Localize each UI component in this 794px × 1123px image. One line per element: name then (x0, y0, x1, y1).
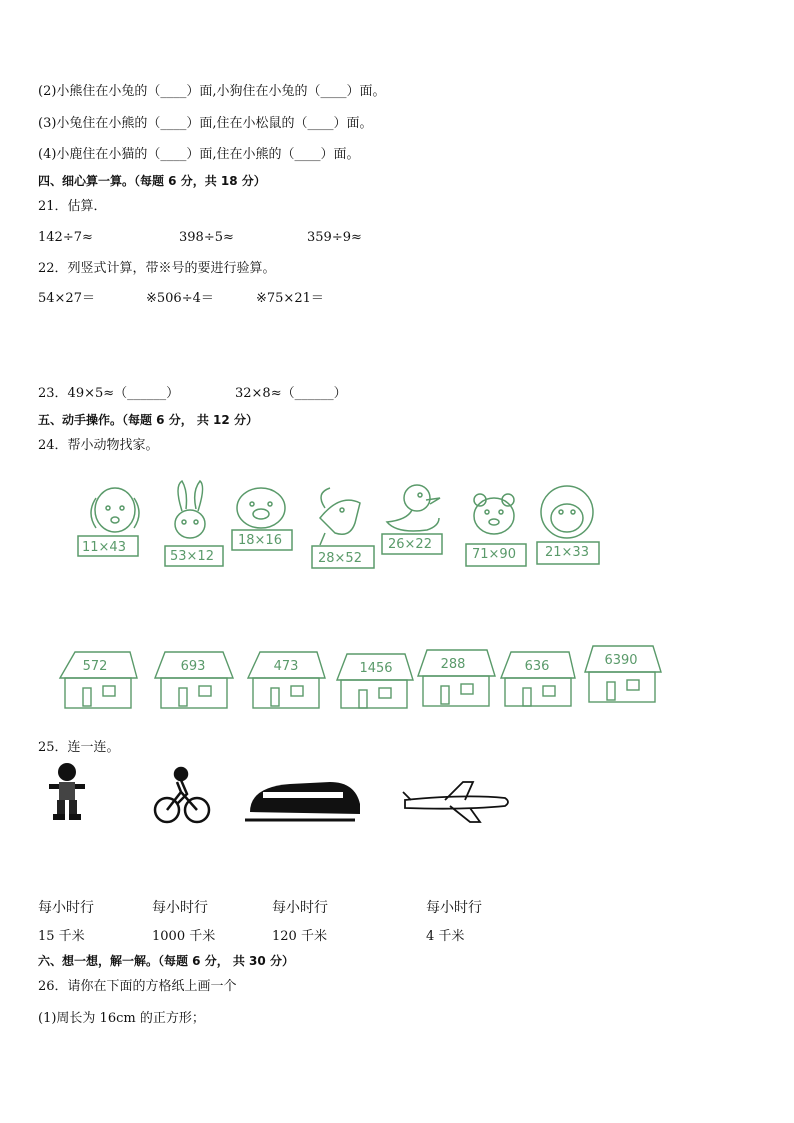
house-number-2: 693 (180, 659, 206, 674)
q26-sub1: (1)周长为 16cm 的正方形； (38, 1011, 205, 1026)
q22-item-2: ※506÷4＝ (146, 291, 214, 306)
animal-card-1: 11×43 (82, 540, 126, 555)
q21-item-1: 142÷7≈ (38, 230, 93, 245)
q21-item-3: 359÷9≈ (307, 230, 362, 245)
section-5-title: 五、动手操作。（每题 6 分， 共 12 分） (38, 413, 258, 427)
house-number-1: 572 (82, 659, 108, 674)
speed-label-2: 每小时行 (152, 900, 208, 916)
house-number-5: 288 (440, 657, 466, 672)
train-icon (245, 782, 360, 820)
house-number-4: 1456 (359, 661, 393, 676)
question-3: (3)小兔住在小熊的（____）面,住在小松鼠的（____）面。 (38, 116, 373, 131)
house-number-6: 636 (524, 659, 550, 674)
q22-title: 22．列竖式计算，带※号的要进行验算。 (38, 261, 276, 276)
animal-card-6: 71×90 (472, 547, 516, 562)
q25-title: 25．连一连。 (38, 740, 120, 755)
q22-item-1: 54×27＝ (38, 291, 95, 306)
animal-card-5: 26×22 (388, 537, 432, 552)
child-walking-icon (49, 763, 85, 820)
section-6-title: 六、想一想，解一解。（每题 6 分， 共 30 分） (38, 954, 294, 968)
q23-a: 23．49×5≈（______） (38, 386, 180, 401)
transport-illustration (45, 762, 515, 830)
speed-label-3: 每小时行 (272, 900, 328, 916)
bicycle-icon (155, 768, 209, 822)
section-4-title: 四、细心算一算。（每题 6 分，共 18 分） (38, 174, 266, 188)
house-number-7: 6390 (604, 653, 638, 668)
q21-item-2: 398÷5≈ (179, 230, 234, 245)
q22-item-3: ※75×21＝ (256, 291, 324, 306)
houses-illustration (55, 640, 675, 712)
animal-card-7: 21×33 (545, 545, 589, 560)
animal-card-4: 28×52 (318, 551, 362, 566)
speed-value-4: 4 千米 (426, 929, 465, 944)
animal-card-3: 18×16 (238, 533, 282, 548)
animal-card-2: 53×12 (170, 549, 214, 564)
speed-value-2: 1000 千米 (152, 929, 216, 944)
question-2: (2)小熊住在小兔的（____）面,小狗住在小兔的（____）面。 (38, 84, 386, 99)
speed-value-3: 120 千米 (272, 929, 327, 944)
q26-title: 26．请你在下面的方格纸上画一个 (38, 979, 237, 994)
speed-label-1: 每小时行 (38, 900, 94, 916)
airplane-icon (403, 782, 508, 822)
house-number-3: 473 (273, 659, 299, 674)
q21-title: 21．估算． (38, 199, 107, 214)
speed-value-1: 15 千米 (38, 929, 85, 944)
speed-label-4: 每小时行 (426, 900, 482, 916)
q24-title: 24．帮小动物找家。 (38, 438, 159, 453)
question-4: (4)小鹿住在小猫的（____）面,住在小熊的（____）面。 (38, 147, 360, 162)
q23-b: 32×8≈（______） (235, 386, 347, 401)
